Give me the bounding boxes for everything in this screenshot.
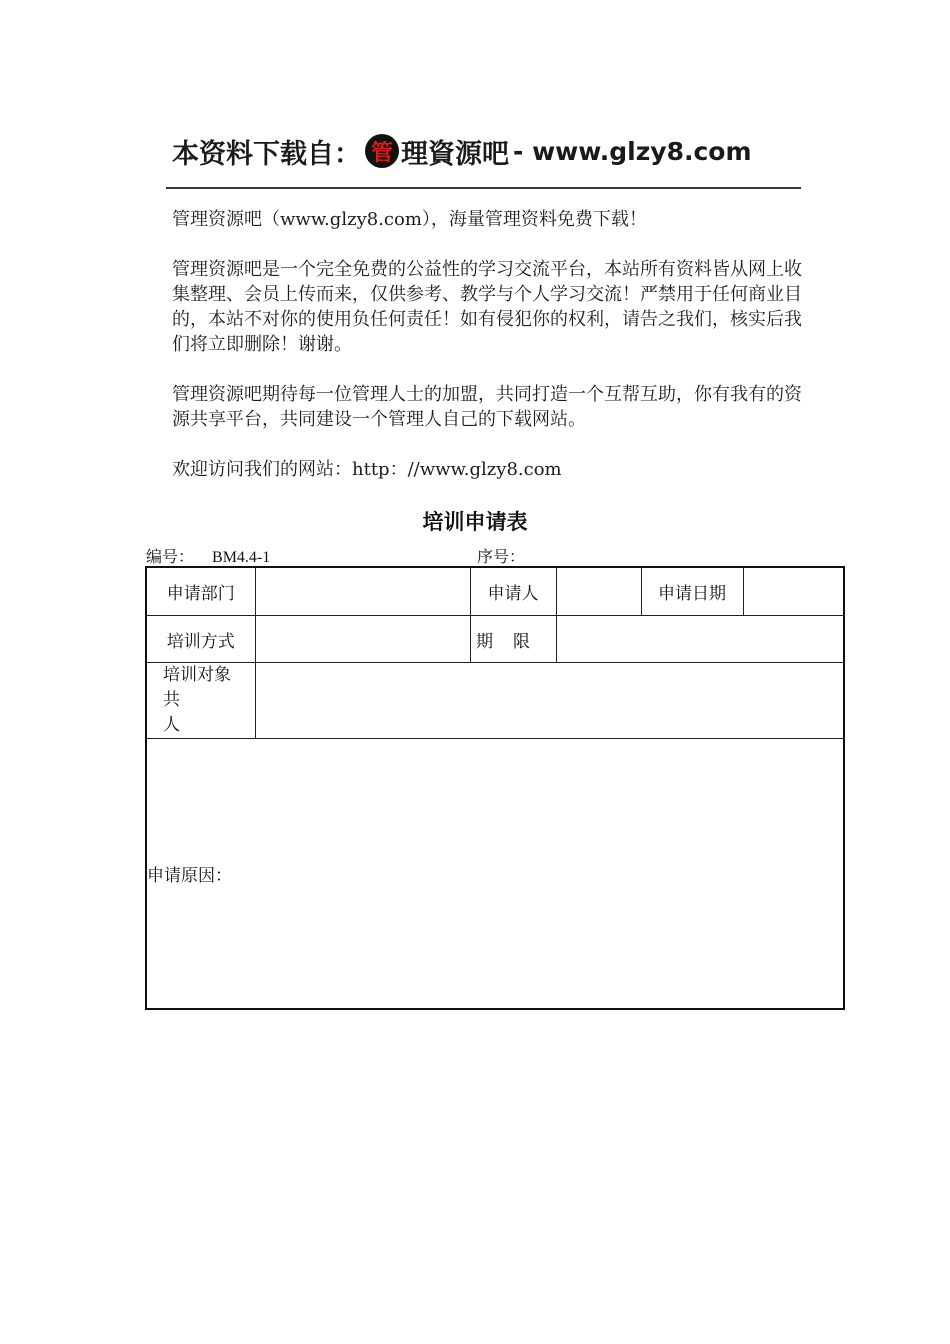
banner-url: - www.glzy8.com <box>513 136 752 166</box>
header-divider <box>166 187 801 189</box>
form-sequence <box>477 544 525 567</box>
table-row <box>146 739 844 1010</box>
form-code <box>146 544 270 567</box>
reason-label: 申请原因： <box>147 866 232 886</box>
banner-prefix: 本资料下载自： <box>172 138 361 170</box>
form-code-label: 编号： <box>146 547 195 566</box>
total-label: 共人 <box>163 690 222 735</box>
period-label: 期限 <box>470 616 556 663</box>
site-banner <box>172 128 792 174</box>
applicant-field[interactable] <box>556 567 641 616</box>
intro-paragraph-1: 管理资源吧（www.glzy8.com），海量管理资料免费下载！ <box>172 209 647 230</box>
form-code-value: BM4.4-1 <box>212 549 271 566</box>
reason-field[interactable] <box>146 739 844 1010</box>
method-label: 培训方式 <box>146 616 255 663</box>
form-sequence-label: 序号： <box>477 547 526 566</box>
target-label-cell <box>146 663 255 739</box>
dept-label: 申请部门 <box>146 567 255 616</box>
period-field[interactable] <box>556 616 844 663</box>
table-row <box>146 567 844 616</box>
target-field[interactable] <box>255 663 844 739</box>
intro-paragraph-4: 欢迎访问我们的网站：http：//www.glzy8.com <box>172 459 562 480</box>
date-label: 申请日期 <box>641 567 743 616</box>
intro-paragraph-3: 管理资源吧期待每一位管理人士的加盟，共同打造一个互帮互助，你有我有的资源共享平台，共同建设一个管理人自己的下载网站。 <box>172 384 802 430</box>
target-label: 培训对象 <box>163 665 231 685</box>
table-row <box>146 663 844 739</box>
date-field[interactable] <box>743 567 844 616</box>
intro-paragraph-2: 管理资源吧是一个完全免费的公益性的学习交流平台，本站所有资料皆从网上收集整理、会员上传而来，仅供参考、教学与个人学习交流！严禁用于任何商业目的，本站不对你的使用负任何责任！如有侵犯你的权利，请告之我们，核实后我们将立即删除！谢谢。 <box>172 259 802 355</box>
banner-site-name: 理資源吧 <box>401 138 509 170</box>
applicant-label: 申请人 <box>470 567 556 616</box>
training-application-table <box>145 566 845 1010</box>
form-title: 培训申请表 <box>422 510 528 534</box>
logo-icon: 管 <box>365 134 399 168</box>
method-field[interactable] <box>255 616 470 663</box>
dept-field[interactable] <box>255 567 470 616</box>
table-row <box>146 616 844 663</box>
